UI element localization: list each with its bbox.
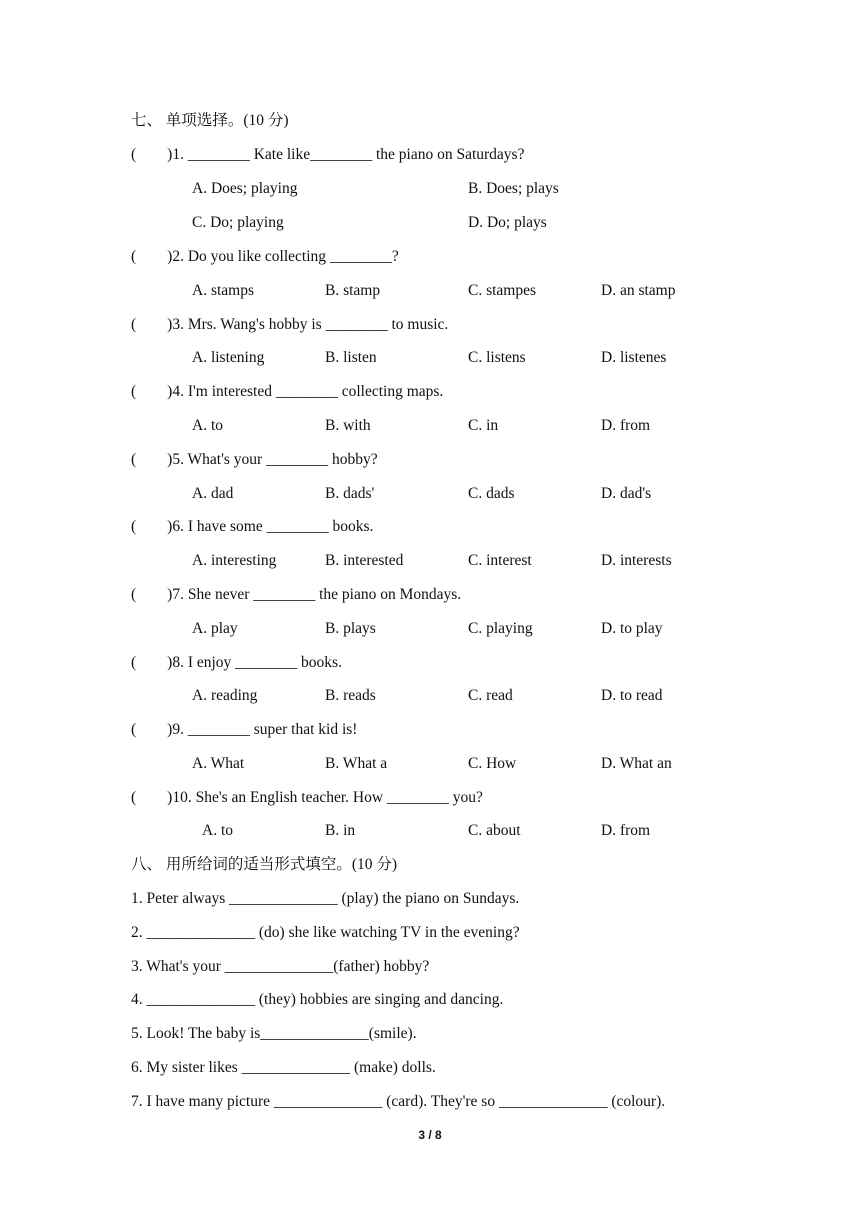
question-10: ( )10. She's an English teacher. How ________ you? xyxy=(131,789,483,806)
q10-option-b: B. in xyxy=(325,822,356,839)
question-5: ( )5. What's your ________ hobby? xyxy=(131,451,378,468)
question-1: ( )1. ________ Kate like________ the piano on Saturdays? xyxy=(131,146,525,163)
q10-option-c: C. about xyxy=(468,822,521,839)
fill-item-4: 4. ______________ (they) hobbies are singing and dancing. xyxy=(131,991,504,1008)
question-4: ( )4. I'm interested ________ collecting maps. xyxy=(131,383,444,400)
q5-option-c: C. dads xyxy=(468,485,515,502)
q4-option-d: D. from xyxy=(601,417,651,434)
q3-option-c: C. listens xyxy=(468,349,526,366)
q9-option-c: C. How xyxy=(468,755,517,772)
q6-option-d: D. interests xyxy=(601,552,672,569)
q8-option-d: D. to read xyxy=(601,687,663,704)
q9-option-d: D. What an xyxy=(601,755,672,772)
q1-option-c: C. Do; playing xyxy=(192,214,284,231)
q6-option-c: C. interest xyxy=(468,552,532,569)
q2-option-a: A. stamps xyxy=(192,282,254,299)
fill-item-2: 2. ______________ (do) she like watching TV in the evening? xyxy=(131,924,520,941)
q8-option-c: C. read xyxy=(468,687,513,704)
q2-option-c: C. stampes xyxy=(468,282,537,299)
question-2: ( )2. Do you like collecting ________? xyxy=(131,248,399,265)
q7-option-b: B. plays xyxy=(325,620,376,637)
q7-option-d: D. to play xyxy=(601,620,663,637)
q5-option-b: B. dads' xyxy=(325,485,375,502)
q4-option-b: B. with xyxy=(325,417,371,434)
section-7-title: 七、 单项选择。(10 分) xyxy=(131,112,289,129)
q1-option-a: A. Does; playing xyxy=(192,180,298,197)
page-number: 3 / 8 xyxy=(418,1128,442,1142)
q3-option-a: A. listening xyxy=(192,349,265,366)
question-6: ( )6. I have some ________ books. xyxy=(131,518,374,535)
q10-option-a: A. to xyxy=(202,822,233,839)
question-8: ( )8. I enjoy ________ books. xyxy=(131,654,342,671)
fill-item-1: 1. Peter always ______________ (play) the piano on Sundays. xyxy=(131,890,520,907)
q5-option-d: D. dad's xyxy=(601,485,652,502)
q2-option-d: D. an stamp xyxy=(601,282,676,299)
fill-item-7: 7. I have many picture ______________ (card). They're so ______________ (colour). xyxy=(131,1093,666,1110)
question-3: ( )3. Mrs. Wang's hobby is ________ to music. xyxy=(131,316,449,333)
question-7: ( )7. She never ________ the piano on Mondays. xyxy=(131,586,462,603)
q8-option-a: A. reading xyxy=(192,687,258,704)
question-9: ( )9. ________ super that kid is! xyxy=(131,721,358,738)
q2-option-b: B. stamp xyxy=(325,282,381,299)
q9-option-a: A. What xyxy=(192,755,245,772)
q6-option-a: A. interesting xyxy=(192,552,277,569)
fill-item-5: 5. Look! The baby is______________(smile). xyxy=(131,1025,417,1042)
q8-option-b: B. reads xyxy=(325,687,376,704)
q7-option-a: A. play xyxy=(192,620,238,637)
q3-option-b: B. listen xyxy=(325,349,377,366)
section-8-title: 八、 用所给词的适当形式填空。(10 分) xyxy=(131,856,398,873)
q1-option-d: D. Do; plays xyxy=(468,214,547,231)
q6-option-b: B. interested xyxy=(325,552,404,569)
q3-option-d: D. listenes xyxy=(601,349,667,366)
q7-option-c: C. playing xyxy=(468,620,533,637)
q1-option-b: B. Does; plays xyxy=(468,180,559,197)
q5-option-a: A. dad xyxy=(192,485,234,502)
fill-item-3: 3. What's your ______________(father) hobby? xyxy=(131,958,430,975)
q4-option-a: A. to xyxy=(192,417,223,434)
q9-option-b: B. What a xyxy=(325,755,388,772)
fill-item-6: 6. My sister likes ______________ (make) dolls. xyxy=(131,1059,436,1076)
q10-option-d: D. from xyxy=(601,822,651,839)
q4-option-c: C. in xyxy=(468,417,499,434)
